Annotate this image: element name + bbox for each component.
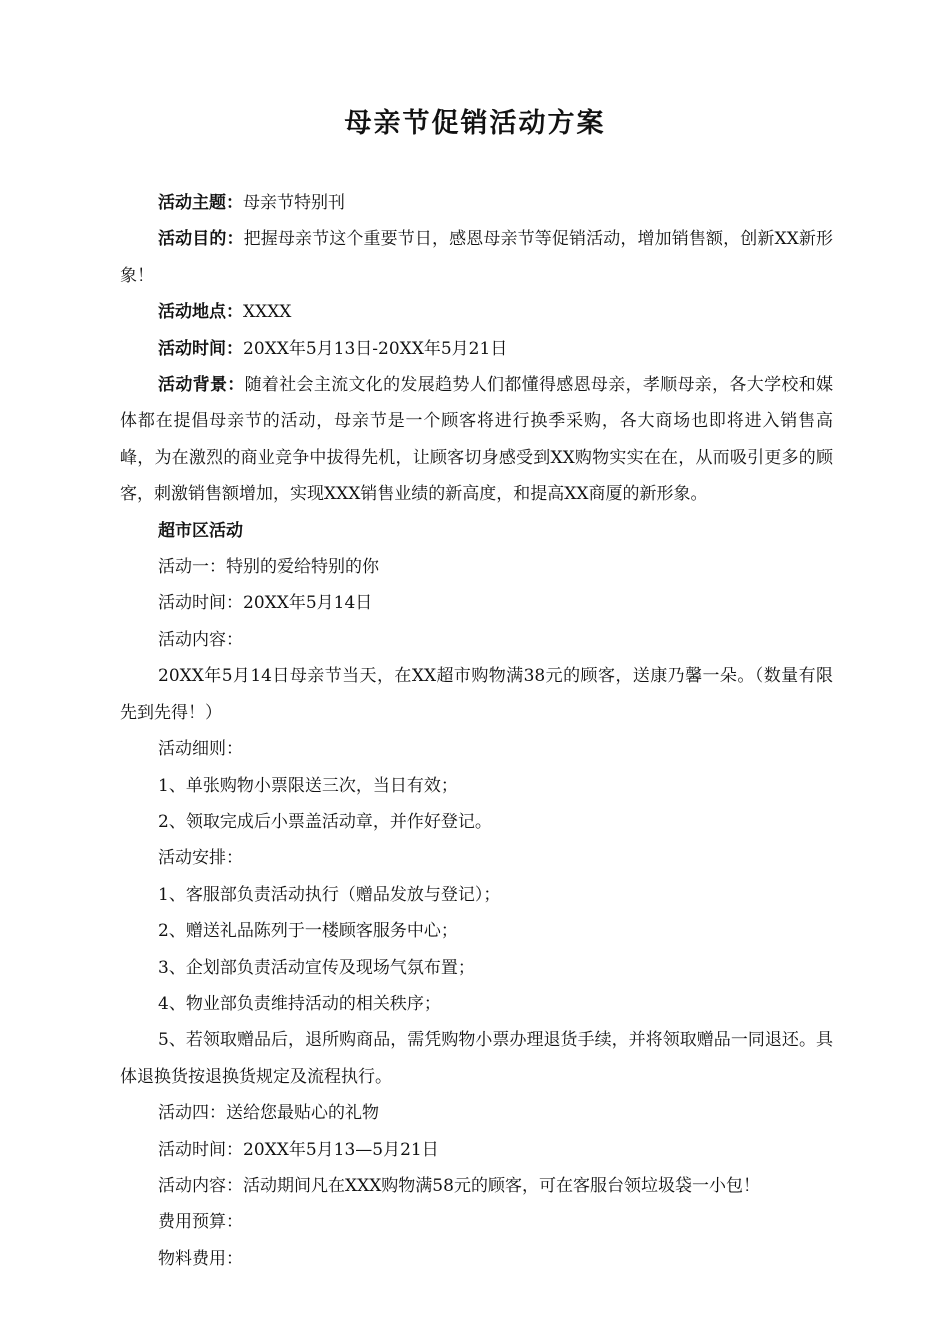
activity4-name: 活动四：送给您最贴心的礼物 (158, 1103, 379, 1124)
arrangement-item-2: 2、赠送礼品陈列于一楼顾客服务中心； (158, 921, 458, 942)
purpose-value: 把握母亲节这个重要节日，感恩母亲节等促销活动，增加销售额，创新XX新形象！ (120, 229, 833, 286)
purpose-paragraph (120, 221, 833, 294)
arrangement-item-1: 1、客服部负责活动执行（赠品发放与登记）； (158, 884, 501, 905)
activity4-content: 活动内容：活动期间凡在XXX购物满58元的顾客，可在客服台领垃圾袋一小包！ (158, 1175, 760, 1196)
location-paragraph (120, 294, 833, 330)
activity4-time: 活动时间：20XX年5月13—5月21日 (158, 1139, 439, 1160)
document-body (120, 185, 833, 1277)
activity1-arrangement-label: 活动安排： (158, 848, 243, 869)
background-label: 活动背景： (158, 375, 245, 396)
activity1-name: 活动一：特别的爱给特别的你 (158, 557, 379, 578)
activity1-content-label: 活动内容： (158, 629, 243, 650)
background-value: 随着社会主流文化的发展趋势人们都懂得感恩母亲，孝顺母亲，各大学校和媒体都在提倡母亲节的活动，母亲节是一个顾客将进行换季采购，各大商场也即将进入销售高峰，为在激烈的商业竞争中拔得先机，让顾客切身感受到XX购物实实在在，从而吸引更多的顾客，刺激销售额增加，实现XXX销售业绩的新高度，和提高XX商厦的新形象。 (120, 375, 834, 505)
theme-value: 母亲节特别刊 (243, 193, 345, 213)
rule-item-1: 1、单张购物小票限送三次，当日有效； (158, 775, 458, 796)
supermarket-heading: 超市区活动 (158, 520, 243, 541)
purpose-label: 活动目的： (158, 229, 244, 250)
time-paragraph (120, 331, 833, 367)
theme-paragraph (120, 185, 833, 221)
time-value: 20XX年5月13日-20XX年5月21日 (243, 338, 508, 359)
material-cost-label: 物料费用： (158, 1248, 243, 1269)
arrangement-item-3: 3、企划部负责活动宣传及现场气氛布置； (158, 957, 475, 978)
theme-label: 活动主题： (158, 193, 243, 213)
location-label: 活动地点： (158, 302, 243, 323)
time-label: 活动时间： (158, 338, 243, 359)
background-paragraph (120, 367, 833, 513)
activity1-rules-label: 活动细则： (158, 739, 243, 760)
arrangement-item-5: 5、若领取赠品后，退所购商品，需凭购物小票办理退货手续，并将领取赠品一同退还。具体退换货按退换货规定及流程执行。 (120, 1030, 833, 1087)
rule-item-2: 2、领取完成后小票盖活动章，并作好登记。 (158, 811, 492, 832)
budget-label: 费用预算： (158, 1212, 243, 1233)
location-value: XXXX (243, 302, 292, 323)
document-title: 母亲节促销活动方案 (344, 108, 606, 139)
activity1-content: 20XX年5月14日母亲节当天，在XX超市购物满38元的顾客，送康乃馨一朵。（数量有限先到先得！） (120, 666, 833, 723)
activity1-time: 活动时间：20XX年5月14日 (158, 593, 373, 614)
arrangement-item-4: 4、物业部负责维持活动的相关秩序； (158, 993, 441, 1014)
